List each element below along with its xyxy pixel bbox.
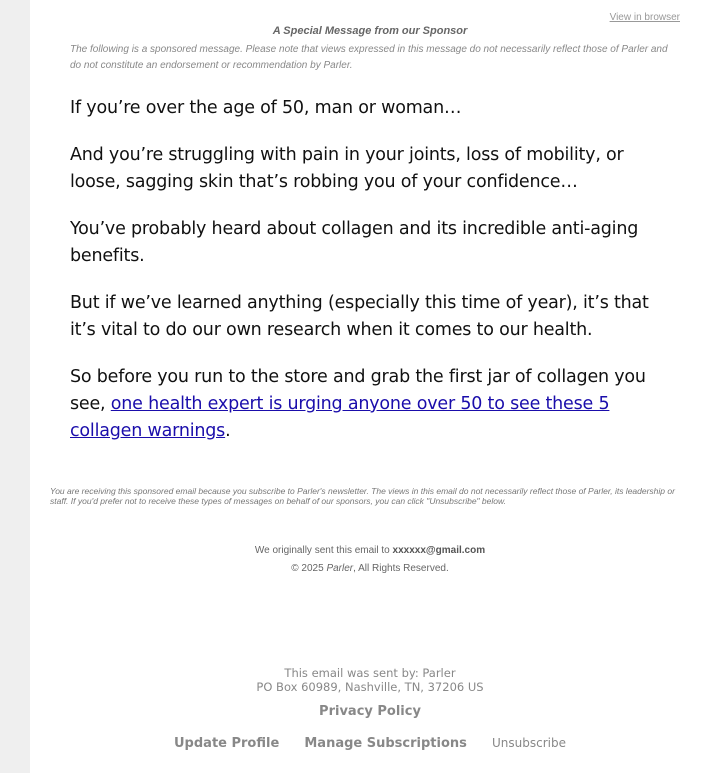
disclaimer-text-b: and do not constitute an endorsement or recommendation by: [70, 44, 668, 71]
copyright-line: [30, 563, 710, 574]
collagen-warnings-link[interactable]: one health expert is urging anyone over 50 to see these 5 collagen warnings: [70, 394, 610, 441]
paragraph-5: [70, 364, 670, 445]
sponsor-heading: A Special Message from our Sponsor: [272, 25, 468, 37]
copyright-prefix: © 2025: [291, 563, 327, 574]
update-profile-link[interactable]: Update Profile: [174, 736, 280, 751]
recipient-email: xxxxxx@gmail.com: [392, 545, 486, 556]
copyright-suffix: , All Rights Reserved.: [353, 563, 449, 574]
disclaimer-text-c: .: [349, 60, 353, 71]
paragraph-1: If you’re over the age of 50, man or woman…: [70, 98, 462, 118]
sender-address: PO Box 60989, Nashville, TN, 37206 US: [256, 680, 484, 694]
paragraph-2: And you’re struggling with pain in your joints, loss of mobility, or loose, sagging skin that’s robbing you of your confidence…: [70, 145, 624, 192]
sent-to-label: We originally sent this email to: [254, 545, 393, 556]
privacy-policy-link[interactable]: Privacy Policy: [319, 704, 421, 719]
sent-by-line: This email was sent by: Parler: [284, 666, 456, 680]
sponsored-email-note: You are receiving this sponsored email because you subscribe to Parler's newsletter. The views in this email do not necessarily reflect those of Parler, its leadership or staff. If you'd prefer not to receive these types of messages on behalf of our sponsors, you can click "Unsubscribe" below.: [50, 486, 675, 506]
paragraph-3: You’ve probably heard about collagen and its incredible anti-aging benefits.: [70, 219, 639, 266]
message-body: [70, 95, 670, 465]
disclaimer-brand-2: Parler: [323, 60, 350, 71]
paragraph-5-text: So before you run to the store and grab the first jar of collagen you see,: [70, 367, 646, 414]
paragraph-5-end: .: [225, 421, 231, 441]
sender-info: [30, 666, 710, 694]
sent-to-line: [30, 545, 710, 556]
paragraph-4: But if we’ve learned anything (especially this time of year), it’s that it’s vital to do our own research when it comes to our health.: [70, 293, 649, 340]
manage-subscriptions-link[interactable]: Manage Subscriptions: [304, 736, 467, 751]
sponsor-disclaimer: [70, 42, 670, 74]
view-in-browser-link[interactable]: View in browser: [609, 12, 680, 23]
unsubscribe-link[interactable]: Unsubscribe: [492, 736, 566, 750]
disclaimer-text-a: The following is a sponsored message. Please note that views expressed in this message do not necessarily reflect those of: [70, 44, 622, 55]
email-body: [30, 0, 710, 773]
copyright-brand: Parler: [326, 563, 354, 574]
footer-links: [30, 732, 710, 751]
disclaimer-brand-1: Parler: [621, 44, 649, 55]
